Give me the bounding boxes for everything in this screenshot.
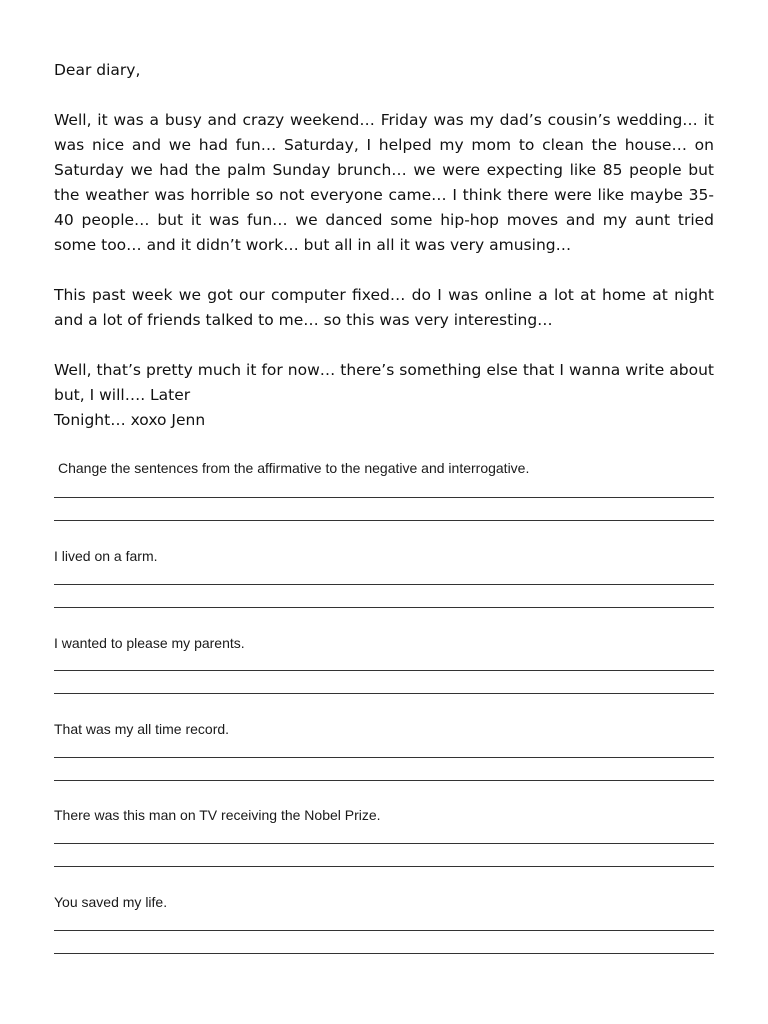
answer-line[interactable] (54, 843, 714, 844)
diary-signoff: Tonight… xoxo Jenn (54, 411, 206, 429)
paragraph-gap (54, 333, 714, 358)
answer-line[interactable] (54, 607, 714, 608)
exercise-sentence: You saved my life. (54, 894, 168, 910)
answer-line[interactable] (54, 930, 714, 931)
diary-paragraph: Well, that’s pretty much it for now… there’s something else that I wanna write about but, I will…. Later (54, 361, 714, 404)
answer-line[interactable] (54, 520, 714, 521)
answer-line[interactable] (54, 670, 714, 671)
paragraph-gap (54, 258, 714, 283)
diary-paragraph: Well, it was a busy and crazy weekend… Friday was my dad’s cousin’s wedding… it was nice and we had fun… Saturday, I helped my mom to clean the house… on Saturday we had the palm Sunday brunch… we were expecting like 85 people but the weather was horrible so not everyone came… I think there were like maybe 35-40 people… but it was fun… we danced some hip-hop moves and my aunt tried some too… and it didn’t work… but all in all it was very amusing… (54, 111, 714, 254)
answer-line[interactable] (54, 780, 714, 781)
answer-line[interactable] (54, 953, 714, 954)
diary-salutation: Dear diary, (54, 61, 141, 79)
answer-line[interactable] (54, 584, 714, 585)
exercise-sentence: There was this man on TV receiving the Nobel Prize. (54, 807, 381, 823)
answer-line[interactable] (54, 866, 714, 867)
answer-line[interactable] (54, 757, 714, 758)
answer-line[interactable] (54, 693, 714, 694)
diary-paragraph: This past week we got our computer fixed… do I was online a lot at home at night and a lot of friends talked to me… so this was very interesting… (54, 286, 714, 329)
diary-entry (54, 58, 714, 433)
exercise-instruction: Change the sentences from the affirmative to the negative and interrogative. (58, 460, 530, 476)
paragraph-gap (54, 83, 714, 108)
exercise-sentence: I wanted to please my parents. (54, 635, 245, 651)
answer-line[interactable] (54, 497, 714, 498)
exercise-sentence: I lived on a farm. (54, 548, 158, 564)
exercise-sentence: That was my all time record. (54, 721, 230, 737)
